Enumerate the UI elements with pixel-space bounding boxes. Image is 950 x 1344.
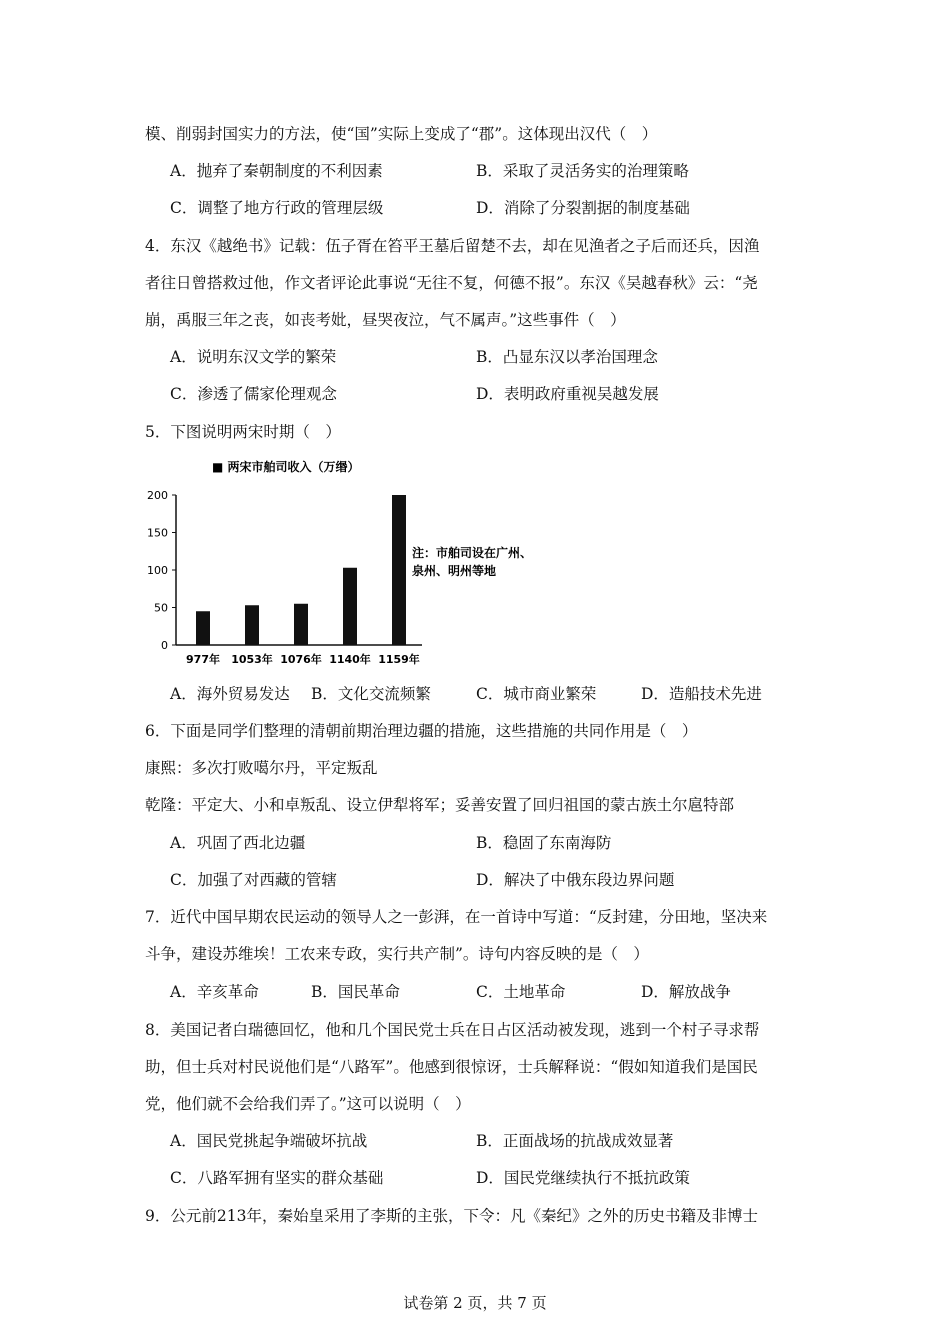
chart-note-line-2: 泉州、明州等地 xyxy=(412,564,497,578)
option-5b: B．文化交流频繁 xyxy=(311,685,431,703)
question-8-line-1: 8．美国记者白瑞德回忆，他和几个国民党士兵在日占区活动被发现，逃到一个村子寻求帮 xyxy=(145,1021,760,1039)
question-7-line-1: 7．近代中国早期农民运动的领导人之一彭湃，在一首诗中写道：“反封建，分田地，坚决来 xyxy=(145,908,768,926)
option-7b: B．国民革命 xyxy=(311,983,400,1001)
question-4-line-3: 崩，禹服三年之丧，如丧考妣，昼哭夜泣，气不属声。”这些事件（ ） xyxy=(145,311,626,329)
option-8c: C．八路军拥有坚实的群众基础 xyxy=(170,1169,384,1187)
question-9-line-1: 9．公元前213年，秦始皇采用了李斯的主张，下令：凡《秦纪》之外的历史书籍及非博士 xyxy=(145,1207,758,1225)
question-5-stem: 5．下图说明两宋时期（ ） xyxy=(145,423,341,441)
question-4-line-1: 4．东汉《越绝书》记载：伍子胥在笞平王墓后留楚不去，却在见渔者之子后而还兵，因渔 xyxy=(145,237,760,255)
y-tick-label: 150 xyxy=(147,526,168,540)
question-3-stem-tail: 模、削弱封国实力的方法，使“国”实际上变成了“郡”。这体现出汉代（ ） xyxy=(145,125,658,143)
bar-1159年 xyxy=(392,495,406,645)
chart-note-line-1: 注：市舶司设在广州、 xyxy=(412,546,533,560)
option-4d: D．表明政府重视吴越发展 xyxy=(476,385,659,403)
song-trade-revenue-chart xyxy=(140,455,560,673)
option-4a: A．说明东汉文学的繁荣 xyxy=(170,348,337,366)
option-7a: A．辛亥革命 xyxy=(170,983,259,1001)
option-5a: A．海外贸易发达 xyxy=(170,685,290,703)
option-3a: A．抛弃了秦朝制度的不利因素 xyxy=(170,162,383,180)
option-6c: C．加强了对西藏的管辖 xyxy=(170,871,337,889)
x-tick-label: 1140年 xyxy=(329,653,371,666)
question-4-line-2: 者往日曾搭救过他，作文者评论此事说“无往不复，何德不报”。东汉《吴越春秋》云：“尧 xyxy=(145,274,758,292)
option-3b: B．采取了灵活务实的治理策略 xyxy=(476,162,689,180)
question-8-line-3: 党，他们就不会给我们弄了。”这可以说明（ ） xyxy=(145,1095,471,1113)
option-5d: D．造船技术先进 xyxy=(641,685,762,703)
y-tick-label: 200 xyxy=(147,489,168,502)
question-8-line-2: 助，但士兵对村民说他们是“八路军”。他感到很惊讶，士兵解释说：“假如知道我们是国民 xyxy=(145,1058,758,1076)
chart-title: ■ 两宋市舶司收入（万缗） xyxy=(212,460,360,474)
option-6d: D．解决了中俄东段边界问题 xyxy=(476,871,675,889)
option-4b: B．凸显东汉以孝治国理念 xyxy=(476,348,658,366)
x-tick-label: 1053年 xyxy=(231,653,273,666)
option-3c: C．调整了地方行政的管理层级 xyxy=(170,199,384,217)
y-tick-label: 100 xyxy=(147,564,168,577)
y-tick-label: 0 xyxy=(161,639,168,652)
option-7d: D．解放战争 xyxy=(641,983,731,1001)
bar-977年 xyxy=(196,611,210,645)
page-footer: 试卷第 2 页，共 7 页 xyxy=(403,1294,547,1312)
option-8a: A．国民党挑起争端破坏抗战 xyxy=(170,1132,368,1150)
question-7-line-2: 斗争，建设苏维埃！工农来专政，实行共产制”。诗句内容反映的是（ ） xyxy=(145,945,649,963)
option-6b: B．稳固了东南海防 xyxy=(476,834,612,852)
bar-1140年 xyxy=(343,568,357,645)
option-3d: D．消除了分裂割据的制度基础 xyxy=(476,199,690,217)
option-5c: C．城市商业繁荣 xyxy=(476,685,597,703)
x-tick-label: 1159年 xyxy=(378,653,420,666)
option-8b: B．正面战场的抗战成效显著 xyxy=(476,1132,674,1150)
option-4c: C．渗透了儒家伦理观念 xyxy=(170,385,337,403)
x-tick-label: 977年 xyxy=(186,653,220,666)
question-6-qianlong: 乾隆：平定大、小和卓叛乱、设立伊犁将军；妥善安置了回归祖国的蒙古族土尔扈特部 xyxy=(145,796,735,814)
bar-1053年 xyxy=(245,605,259,645)
option-8d: D．国民党继续执行不抵抗政策 xyxy=(476,1169,690,1187)
option-7c: C．土地革命 xyxy=(476,983,566,1001)
bar-1076年 xyxy=(294,604,308,645)
option-6a: A．巩固了西北边疆 xyxy=(170,834,306,852)
y-tick-label: 50 xyxy=(154,601,168,615)
question-6-stem: 6．下面是同学们整理的清朝前期治理边疆的措施，这些措施的共同作用是（ ） xyxy=(145,722,698,740)
x-tick-label: 1076年 xyxy=(280,653,322,666)
question-6-kangxi: 康熙：多次打败噶尔丹，平定叛乱 xyxy=(145,759,378,777)
